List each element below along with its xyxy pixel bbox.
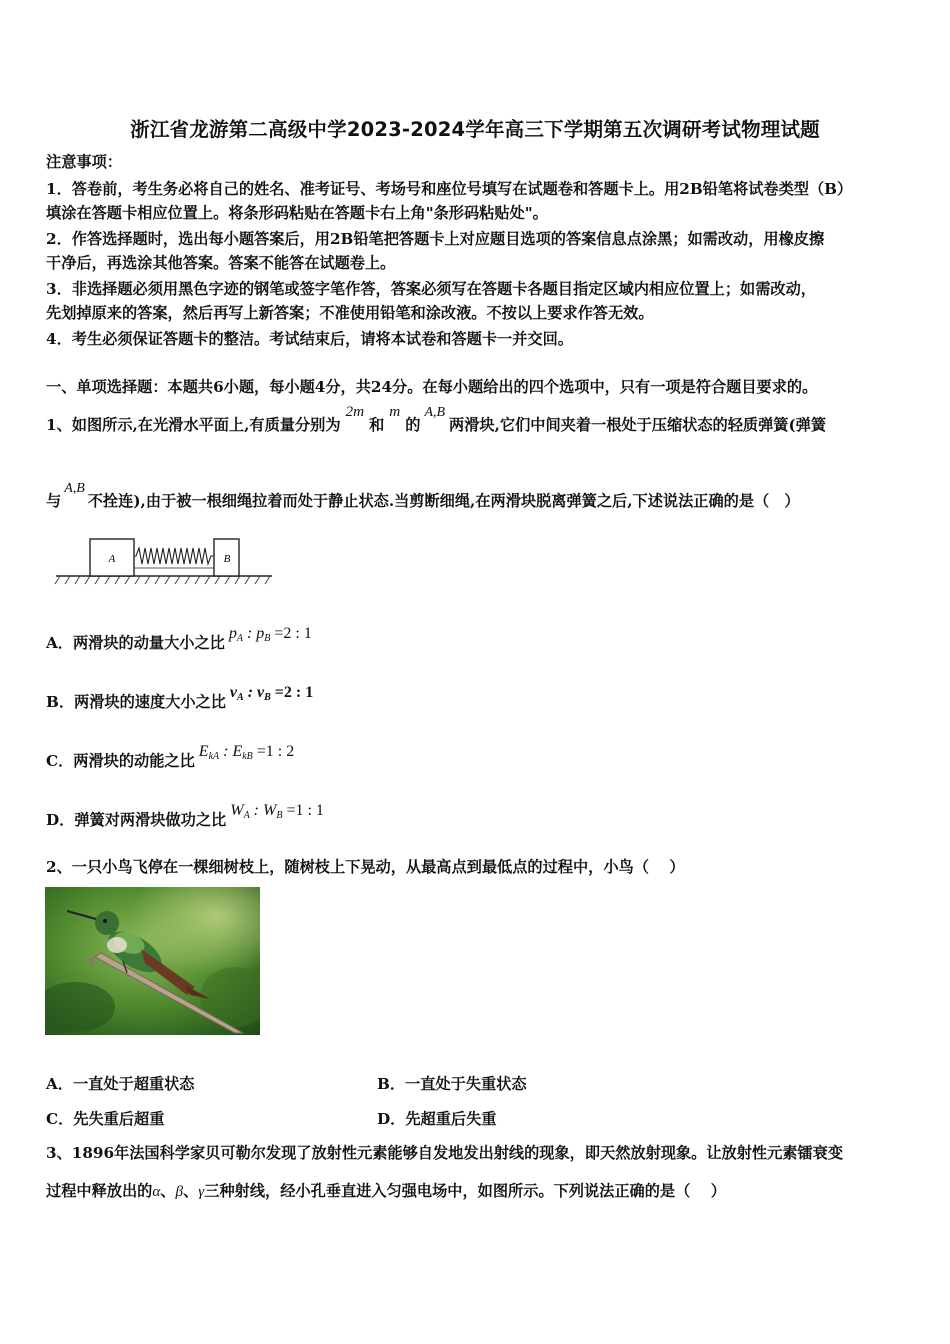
note-1-line-1: 1．答卷前，考生务必将自己的姓名、准考证号、考场号和座位号填写在试题卷和答题卡上。用2B铅笔将试卷类型（B） [46,180,853,198]
notes-header: 注意事项： [46,153,122,171]
note-3-line-2: 先划掉原来的答案，然后再写上新答案；不准使用铅笔和涂改液。不按以上要求作答无效。 [46,304,654,322]
label-a: A [108,553,116,565]
ab-symbol-2: A,B [64,481,85,496]
note-2-line-2: 干净后，再选涂其他答案。答案不能答在试题卷上。 [46,254,396,272]
bird-head [95,911,119,935]
section-heading: 一、单项选择题：本题共6小题，每小题4分，共24分。在每小题给出的四个选项中，只有一项是符合题目要求的。 [46,378,818,396]
q3-stem-line-2: 过程中释放出的α、β、γ三种射线，经小孔垂直进入匀强电场中，如图所示。下列说法正确的是（ ） [46,1182,726,1200]
q1-stem-line-1: 1、如图所示,在光滑水平面上,有质量分别为2m和m的A,B两滑块,它们中间夹着一根处于压缩状态的轻质弹簧(弹簧 [46,403,827,434]
note-3-line-1: 3．非选择题必须用黑色字迹的钢笔或签字笔作答，答案必须写在答题卡各题目指定区域内相应位置上；如需改动， [46,280,816,298]
note-2-line-1: 2．作答选择题时，选出每小题答案后，用2B铅笔把答题卡上对应题目选项的答案信息点涂黑；如需改动，用橡皮擦 [46,230,825,248]
q1-option-a: A．两滑块的动量大小之比$p_A$ : $p_B =2$ : 1 [46,625,312,652]
compressed-spring [134,548,214,564]
page-title: 浙江省龙游第二高级中学2023-2024学年高三下学期第五次调研考试物理试题 [130,118,820,141]
q2-stem: 2、一只小鸟飞停在一棵细树枝上，随树枝上下晃动，从最高点到最低点的过程中，小鸟（ ） [46,858,685,876]
mass-m: m [389,403,401,420]
q1-option-b: B．两滑块的速度大小之比$v_A$ : $v_B =2$ : 1 [46,684,314,711]
q2-option-b: B．一直处于失重状态 [377,1075,527,1093]
q2-option-a: A．一直处于超重状态 [46,1075,195,1093]
q1-option-d: D．弹簧对两滑块做功之比$W_A$ : $W_B =1$ : 1 [46,802,324,829]
q1-option-c: C．两滑块的动能之比$E_{kA}$ : $E_{kB} =1$ : 2 [46,743,295,770]
spring-blocks-diagram [52,532,278,586]
mass-2m: 2m [345,403,365,420]
hummingbird-photo [45,887,260,1035]
ab-symbol: A,B [424,405,446,420]
q2-option-c: C．先失重后超重 [46,1110,165,1128]
q1-stem-line-2: 与A,B不拴连),由于被一根细绳拉着而处于静止状态.当剪断细绳,在两滑块脱离弹簧之后,下述说法正确的是（ ） [46,481,800,510]
label-b: B [223,553,231,565]
q3-stem-line-1: 3、1896年法国科学家贝可勒尔发现了放射性元素能够自发地发出射线的现象，即天然放射现象。让放射性元素镭衰变 [46,1144,844,1162]
q2-option-d: D．先超重后失重 [377,1110,497,1128]
note-4: 4．考生必须保证答题卡的整洁。考试结束后，请将本试卷和答题卡一并交回。 [46,330,573,348]
note-1-line-2: 填涂在答题卡相应位置上。将条形码粘贴在答题卡右上角"条形码粘贴处"。 [46,204,548,222]
